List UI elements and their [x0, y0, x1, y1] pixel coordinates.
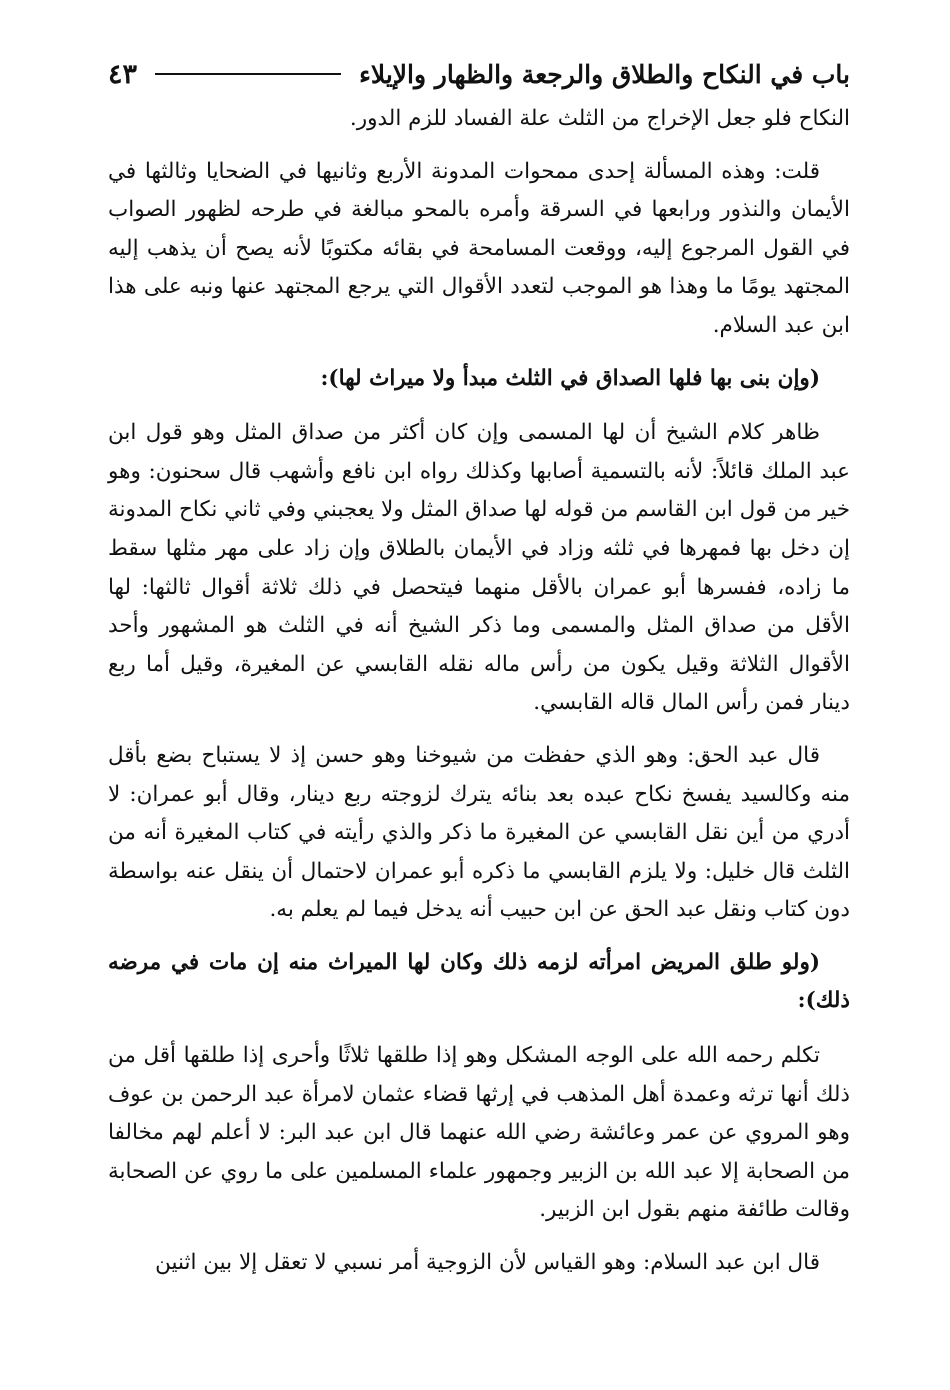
page-number: ٤٣ — [108, 58, 138, 90]
running-header — [108, 52, 850, 96]
body-text — [108, 100, 850, 1297]
paragraph: ظاهر كلام الشيخ أن لها المسمى وإن كان أكثر من صداق المثل وهو قول ابن عبد الملك قائلاً: لأنه بالتسمية أصابها وكذلك رواه ابن نافع وأشهب قال سحنون: وهو خير من قول ابن القاسم من قوله لها صداق المثل ولا يعجبني وفي ثاني نكاح المدونة إن دخل بها فمهرها في ثلثه وزاد في الأيمان بالطلاق وإن زاد على مهر مثلها سقط ما زاده، ففسرها أبو عمران بالأقل منهما فيتحصل في ذلك ثلاثة أقوال ثالثها: لها الأقل من صداق المثل والمسمى وما ذكر الشيخ أنه في الثلث هو المشهور وأحد الأقوال الثلاثة وقيل يكون من رأس ماله نقله القابسي عن المغيرة، وقيل أما ربع دينار فمن رأس المال قاله القابسي. — [108, 420, 850, 716]
paragraph: تكلم رحمه الله على الوجه المشكل وهو إذا طلقها ثلاثًا وأحرى إذا طلقها أقل من ذلك أنها ترثه وعمدة أهل المذهب في إرثها قضاء عثمان لامرأة عبد الرحمن بن عوف وهو المروي عن عمر وعائشة رضي الله عنهما قال ابن عبد البر: لا أعلم لهم مخالفا من الصحابة إلا عبد الله بن الزبير وجمهور علماء المسلمين على ما روي عن الصحابة وقالت طائفة منهم بقول ابن الزبير. — [108, 1043, 850, 1223]
matn-heading: (وإن بنى بها فلها الصداق في الثلث مبدأ ولا ميراث لها): — [320, 365, 820, 391]
matn-heading: (ولو طلق المريض امرأته لزمه ذلك وكان لها الميراث منه إن مات في مرضه ذلك): — [108, 949, 850, 1014]
paragraph: قال ابن عبد السلام: وهو القياس لأن الزوجية أمر نسبي لا تعقل إلا بين اثنين — [155, 1250, 820, 1276]
paragraph: النكاح فلو جعل الإخراج من الثلث علة الفساد للزم الدور. — [349, 106, 850, 131]
paragraph: قال عبد الحق: وهو الذي حفظت من شيوخنا وهو حسن إذ لا يستباح بضع بأقل منه وكالسيد يفسخ نكاح عبده بعد بنائه يترك لزوجته ربع دينار، وقال أبو عمران: لا أدري من أين نقل القابسي عن المغيرة ما ذكر والذي رأيته في كتاب المغيرة أنه من الثلث قال خليل: ولا يلزم القابسي ما ذكره أبو عمران لاحتمال أن ينقل عنه بواسطة دون كتاب ونقل عبد الحق عن ابن حبيب أنه يدخل فيما لم يعلم به. — [108, 742, 850, 923]
paragraph: قلت: وهذه المسألة إحدى ممحوات المدونة الأربع وثانيها في الضحايا وثالثها في الأيمان والنذور ورابعها في السرقة وأمره بالمحو مبالغة في طرحه لظهور الصواب في القول المرجوع إليه، ووقعت المسامحة في بقائه مكتوبًا لأنه يصح أن يذهب إليه المجتهد يومًا ما وهذا هو الموجب لتعدد الأقوال التي يرجع المجتهد عنها ونبه على هذا ابن عبد السلام. — [108, 158, 850, 338]
header-rule — [155, 73, 341, 75]
chapter-title: باب في النكاح والطلاق والرجعة والظهار والإيلاء — [359, 59, 850, 89]
